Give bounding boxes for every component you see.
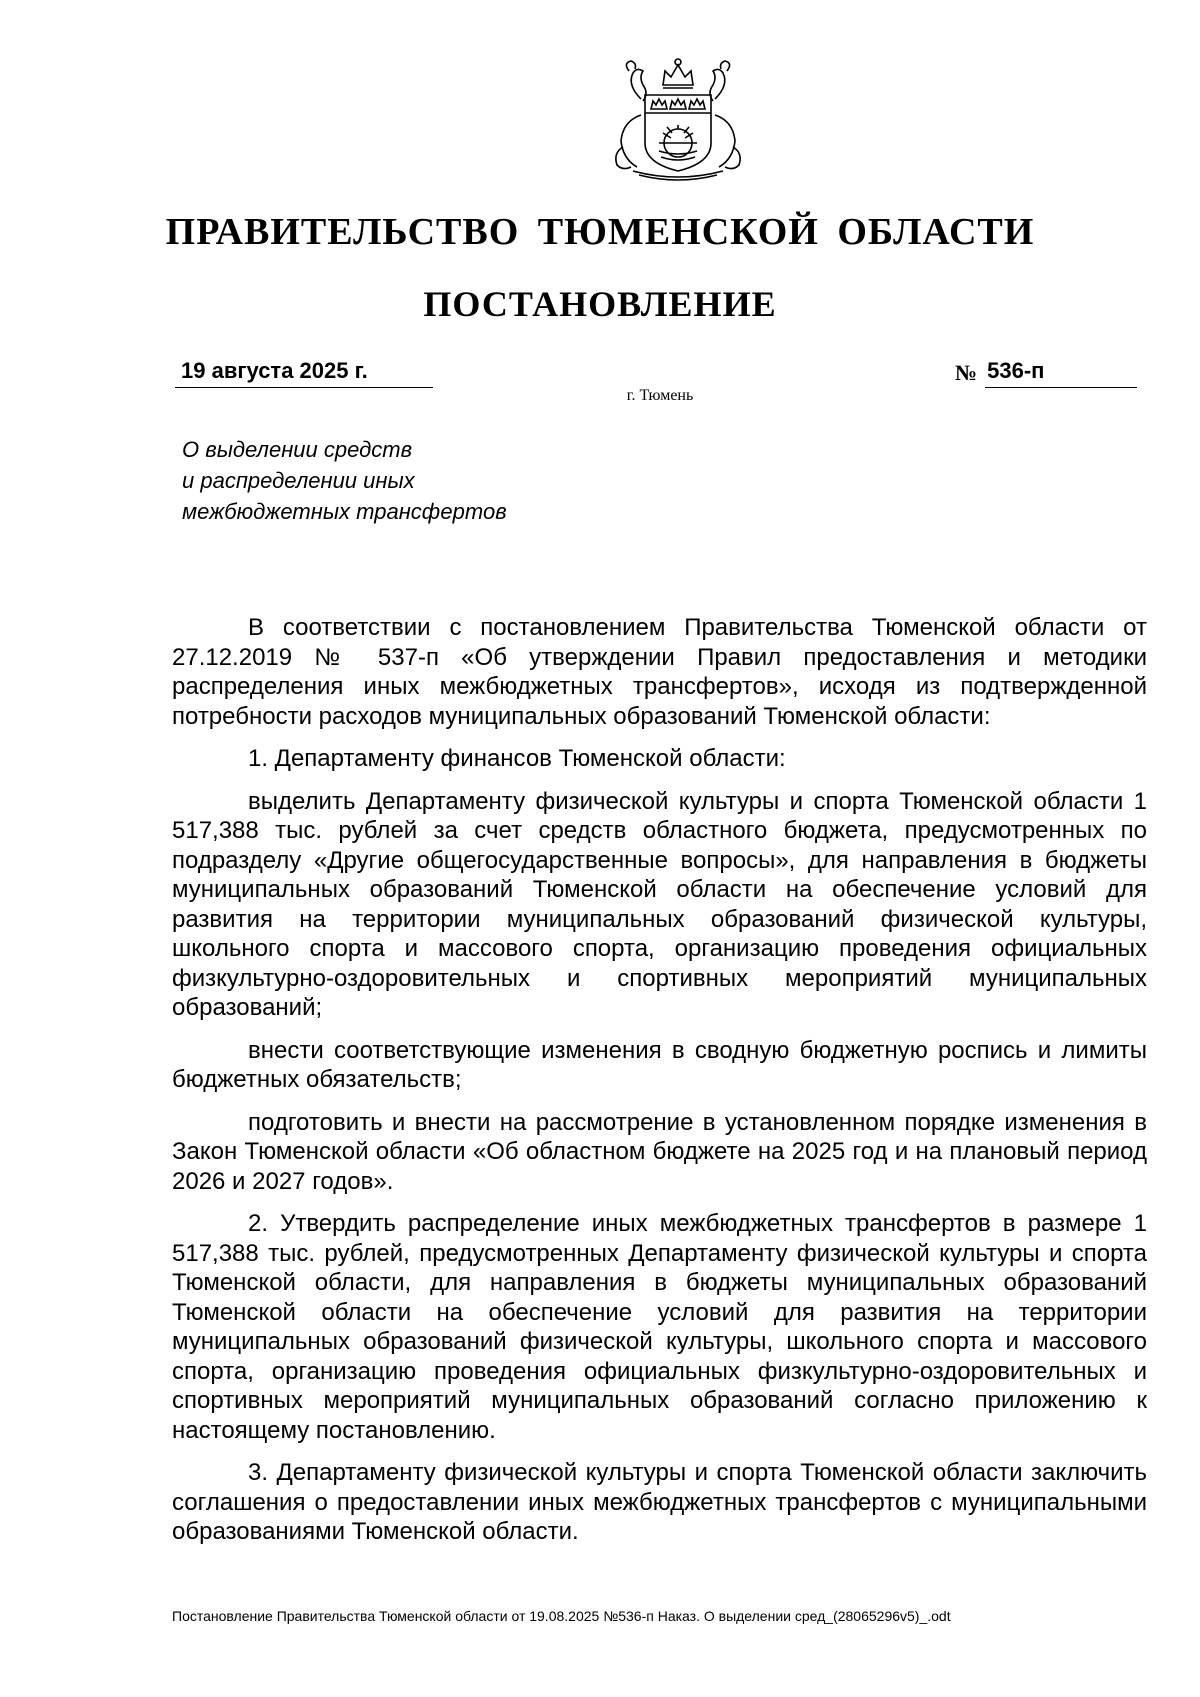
document-body — [172, 613, 1147, 1547]
item-1-subitem-prepare: подготовить и внести на рассмотрение в установленном порядке изменения в Закон Тюменской области «Об областном бюджете на 2025 год и на плановый период 2026 и 2027 годов». — [172, 1108, 1147, 1195]
document-number — [955, 356, 1137, 388]
item-1-heading: 1. Департаменту финансов Тюменской области: — [248, 745, 786, 772]
number-sign: № — [955, 360, 978, 385]
file-footer: Постановление Правительства Тюменской области от 19.08.2025 №536-п Наказ. О выделении сред_(28065296v5)_.odt — [172, 1608, 951, 1624]
subject-line: межбюджетных трансфертов — [182, 499, 507, 524]
document-date: 19 августа 2025 г. — [175, 356, 433, 388]
item-1-subitem-amend: внести соответствующие изменения в сводную бюджетную роспись и лимиты бюджетных обязательств; — [172, 1036, 1147, 1093]
subject-line: и распределении иных — [182, 468, 415, 493]
government-title: ПРАВИТЕЛЬСТВО ТЮМЕНСКОЙ ОБЛАСТИ — [165, 211, 1035, 253]
item-1-subitem-allocate: выделить Департаменту физической культуры и спорта Тюменской области 1 517,388 тыс. рублей за счет средств областного бюджета, предусмотренных по подразделу «Другие общегосударственные вопросы», для направления в бюджеты муниципальных образований Тюменской области на обеспечение условий для развития на территории муниципальных образований физической культуры, школьного спорта и массового спорта, организацию проведения официальных физкультурно-оздоровительных и спортивных мероприятий муниципальных образований; — [172, 787, 1147, 1021]
item-2-paragraph: 2. Утвердить распределение иных межбюджетных трансфертов в размере 1 517,388 тыс. рублей, предусмотренных Департаменту физической культуры и спорта Тюменской области, для направления в бюджеты муниципальных образований Тюменской области на обеспечение условий для развития на территории муниципальных образований физической культуры, школьного спорта и массового спорта, организацию проведения официальных физкультурно-оздоровительных и спортивных мероприятий муниципальных образований согласно приложению к настоящему постановлению. — [172, 1210, 1147, 1444]
document-subject — [182, 434, 682, 527]
coat-of-arms-icon — [593, 55, 763, 183]
preamble-paragraph: В соответствии с постановлением Правительства Тюменской области от 27.12.2019 № 537-п «Об утверждении Правил предоставления и методики распределения иных межбюджетных трансфертов», исходя из подтвержденной потребности расходов муниципальных образований Тюменской области: — [172, 614, 1147, 730]
subject-line: О выделении средств — [182, 437, 413, 462]
document-type: ПОСТАНОВЛЕНИЕ — [423, 284, 777, 324]
document-city: г. Тюмень — [626, 387, 694, 404]
item-3-paragraph: 3. Департаменту физической культуры и спорта Тюменской области заключить соглашения о предоставлении иных межбюджетных трансфертов с муниципальными образованиями Тюменской области. — [172, 1459, 1147, 1545]
number-value: 536-п — [985, 356, 1137, 388]
